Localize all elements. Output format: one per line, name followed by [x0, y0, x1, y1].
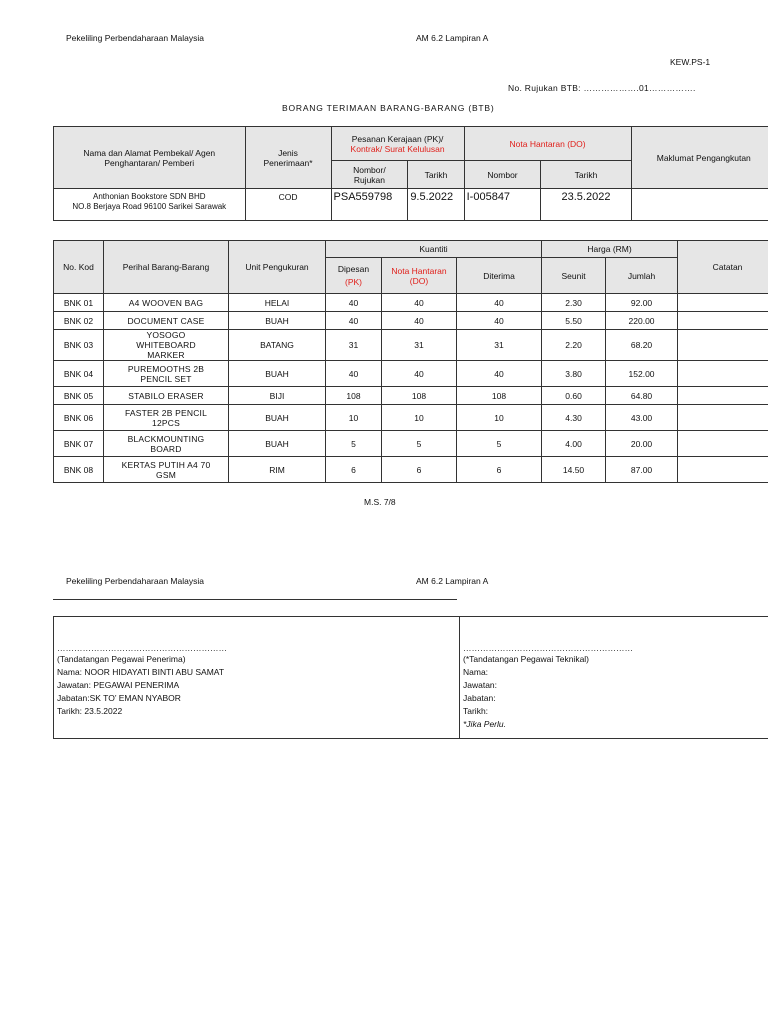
item-received: 5 — [457, 431, 542, 457]
technical-name: Nama: — [463, 667, 489, 677]
item-description: KERTAS PUTIH A4 70 GSM — [104, 457, 229, 483]
form-code: KEW.PS-1 — [670, 57, 711, 67]
do-date-subheader: Tarikh — [541, 161, 631, 189]
ordered-header-line1: Dipesan — [337, 264, 370, 274]
receiver-caption: (Tandatangan Pegawai Penerima) — [57, 654, 186, 664]
item-unit-price: 4.30 — [542, 405, 606, 431]
item-do-qty: 40 — [382, 361, 457, 387]
item-do-qty: 31 — [382, 330, 457, 361]
items-table — [53, 240, 768, 483]
item-description: PUREMOOTHS 2B PENCIL SET — [104, 361, 229, 387]
item-code: BNK 01 — [54, 294, 104, 312]
table-row — [54, 431, 768, 457]
item-total: 220.00 — [606, 312, 678, 330]
item-description: YOSOGO WHITEBOARD MARKER — [104, 330, 229, 361]
supplier-cell — [54, 189, 246, 221]
item-unit-price: 0.60 — [542, 387, 606, 405]
order-header-line1: Pesanan Kerajaan (PK)/ — [351, 133, 444, 144]
page-number: M.S. 7/8 — [364, 497, 396, 507]
item-description: DOCUMENT CASE — [104, 312, 229, 330]
ordered-header — [326, 258, 382, 294]
item-unit: RIM — [229, 457, 326, 483]
item-notes — [678, 294, 768, 312]
item-notes — [678, 431, 768, 457]
item-code: BNK 08 — [54, 457, 104, 483]
order-header-line2: Kontrak/ Surat Kelulusan — [350, 143, 445, 154]
item-unit: BUAH — [229, 361, 326, 387]
item-ordered: 40 — [326, 361, 382, 387]
item-notes — [678, 312, 768, 330]
item-unit-price: 3.80 — [542, 361, 606, 387]
item-received: 31 — [457, 330, 542, 361]
item-received: 108 — [457, 387, 542, 405]
header-rule — [53, 599, 457, 600]
supplier-name: Anthonian Bookstore SDN BHD — [93, 192, 206, 201]
technical-caption: (*Tandatangan Pegawai Teknikal) — [463, 654, 590, 664]
unit-price-header: Seunit — [542, 258, 606, 294]
item-unit-price: 2.20 — [542, 330, 606, 361]
total-header: Jumlah — [606, 258, 678, 294]
page2-header-left: Pekeliling Perbendaharaan Malaysia — [66, 576, 204, 586]
item-received: 40 — [457, 361, 542, 387]
technical-department: Jabatan: — [463, 693, 496, 703]
item-code: BNK 03 — [54, 330, 104, 361]
item-unit-price: 5.50 — [542, 312, 606, 330]
order-header — [331, 127, 464, 161]
item-code: BNK 07 — [54, 431, 104, 457]
item-total: 92.00 — [606, 294, 678, 312]
receipt-type: COD — [245, 189, 331, 221]
receipt-type-header: Jenis Penerimaan* — [245, 127, 331, 189]
item-unit-price: 14.50 — [542, 457, 606, 483]
item-code: BNK 04 — [54, 361, 104, 387]
item-unit: HELAI — [229, 294, 326, 312]
transport-info — [631, 189, 768, 221]
signature-divider — [459, 617, 460, 738]
item-total: 64.80 — [606, 387, 678, 405]
table-row — [54, 294, 768, 312]
item-unit: BUAH — [229, 405, 326, 431]
price-header: Harga (RM) — [542, 241, 678, 258]
receiver-signature-line: …………………………………………………… — [57, 643, 227, 653]
page2-header-right: AM 6.2 Lampiran A — [416, 576, 489, 586]
technical-signature-line: …………………………………………………… — [463, 643, 633, 653]
item-do-qty: 6 — [382, 457, 457, 483]
item-received: 10 — [457, 405, 542, 431]
item-unit: BUAH — [229, 431, 326, 457]
item-received: 6 — [457, 457, 542, 483]
unit-header: Unit Pengukuran — [229, 241, 326, 294]
item-do-qty: 40 — [382, 312, 457, 330]
pk-ref-subheader: Nombor/ Rujukan — [331, 161, 408, 189]
item-notes — [678, 330, 768, 361]
item-ordered: 10 — [326, 405, 382, 431]
receiver-name: Nama: NOOR HIDAYATI BINTI ABU SAMAT — [57, 667, 225, 677]
ordered-header-line2: (PK) — [345, 277, 362, 287]
item-total: 87.00 — [606, 457, 678, 483]
header-right: AM 6.2 Lampiran A — [416, 33, 489, 43]
receiver-position: Jawatan: PEGAWAI PENERIMA — [57, 680, 180, 690]
item-description: FASTER 2B PENCIL 12PCS — [104, 405, 229, 431]
item-notes — [678, 361, 768, 387]
item-ordered: 40 — [326, 294, 382, 312]
quantity-header: Kuantiti — [326, 241, 542, 258]
item-unit-price: 4.00 — [542, 431, 606, 457]
item-description: A4 WOOVEN BAG — [104, 294, 229, 312]
table-row — [54, 312, 768, 330]
item-do-qty: 10 — [382, 405, 457, 431]
item-unit: BIJI — [229, 387, 326, 405]
item-ordered: 5 — [326, 431, 382, 457]
received-header: Diterima — [457, 258, 542, 294]
item-code: BNK 05 — [54, 387, 104, 405]
transport-header: Maklumat Pengangkutan — [631, 127, 768, 189]
table-row — [54, 361, 768, 387]
item-do-qty: 108 — [382, 387, 457, 405]
item-total: 68.20 — [606, 330, 678, 361]
item-unit: BUAH — [229, 312, 326, 330]
btb-reference: No. Rujukan BTB: ……………….01……………. — [508, 83, 696, 93]
item-do-qty: 5 — [382, 431, 457, 457]
item-ordered: 6 — [326, 457, 382, 483]
item-notes — [678, 387, 768, 405]
code-header: No. Kod — [54, 241, 104, 294]
technical-date: Tarikh: — [463, 706, 489, 716]
item-description: STABILO ERASER — [104, 387, 229, 405]
item-received: 40 — [457, 294, 542, 312]
item-code: BNK 02 — [54, 312, 104, 330]
technical-position: Jawatan: — [463, 680, 498, 690]
do-number: I-005847 — [464, 189, 541, 221]
receiver-signature-block — [57, 644, 227, 718]
do-header: Nota Hantaran (DO) — [464, 127, 631, 161]
table-row — [54, 330, 768, 361]
receiver-date: Tarikh: 23.5.2022 — [57, 706, 123, 716]
item-header: Perihal Barang-Barang — [104, 241, 229, 294]
do-date: 23.5.2022 — [541, 189, 631, 221]
item-unit: BATANG — [229, 330, 326, 361]
header-left: Pekeliling Perbendaharaan Malaysia — [66, 33, 204, 43]
do-qty-header: Nota Hantaran (DO) — [382, 258, 457, 294]
item-ordered: 40 — [326, 312, 382, 330]
item-unit-price: 2.30 — [542, 294, 606, 312]
item-notes — [678, 405, 768, 431]
pk-ref: PSA559798 — [331, 189, 408, 221]
item-total: 43.00 — [606, 405, 678, 431]
table-row — [54, 387, 768, 405]
item-description: BLACKMOUNTING BOARD — [104, 431, 229, 457]
supplier-table — [53, 126, 768, 221]
item-received: 40 — [457, 312, 542, 330]
item-do-qty: 40 — [382, 294, 457, 312]
table-row — [54, 457, 768, 483]
receiver-department: Jabatan:SK TO’ EMAN NYABOR — [57, 693, 181, 703]
table-row — [54, 405, 768, 431]
supplier-header: Nama dan Alamat Pembekal/ Agen Penghantaran/ Pemberi — [54, 127, 246, 189]
item-total: 152.00 — [606, 361, 678, 387]
item-ordered: 108 — [326, 387, 382, 405]
item-code: BNK 06 — [54, 405, 104, 431]
technical-note: *Jika Perlu. — [463, 719, 506, 729]
item-notes — [678, 457, 768, 483]
notes-header: Catatan — [678, 241, 768, 294]
pk-date-subheader: Tarikh — [408, 161, 464, 189]
technical-signature-block — [463, 644, 633, 731]
pk-date: 9.5.2022 — [408, 189, 464, 221]
supplier-address: NO.8 Berjaya Road 96100 Sarikei Sarawak — [72, 202, 227, 211]
do-number-subheader: Nombor — [464, 161, 541, 189]
item-total: 20.00 — [606, 431, 678, 457]
item-ordered: 31 — [326, 330, 382, 361]
form-title: BORANG TERIMAAN BARANG-BARANG (BTB) — [282, 103, 495, 113]
